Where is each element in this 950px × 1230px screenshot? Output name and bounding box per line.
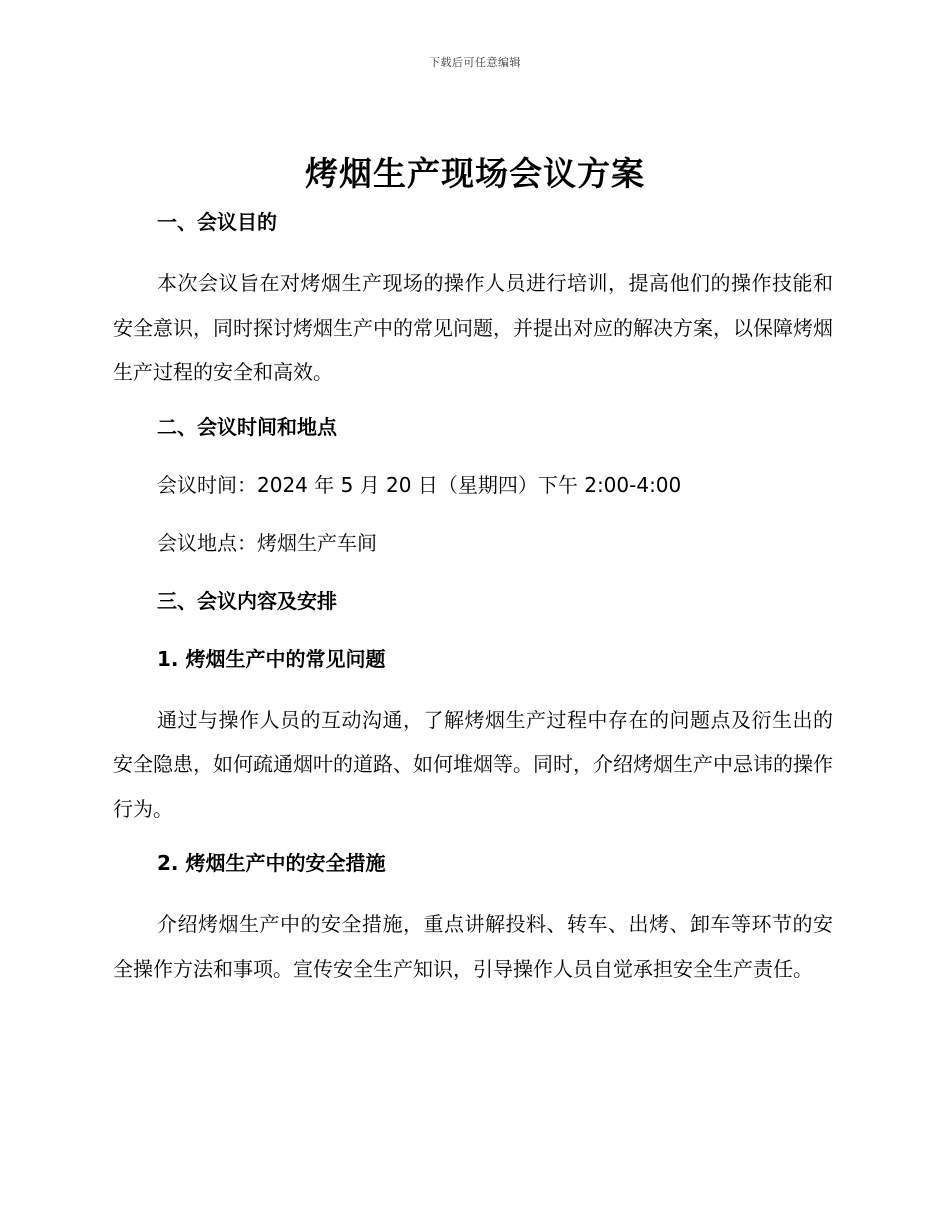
meeting-place-line: 会议地点：烤烟生产车间 bbox=[157, 530, 377, 555]
common-problems-paragraph: 通过与操作人员的互动沟通，了解烤烟生产过程中存在的问题点及衍生出的安全隐患，如何疏通烟叶的道路、如何堆烟等。同时，介绍烤烟生产中忌讳的操作行为。 bbox=[113, 707, 833, 821]
section-heading-purpose: 一、会议目的 bbox=[157, 210, 277, 234]
meeting-time-line: 会议时间：2024 年 5 月 20 日（星期四）下午 2:00-4:00 bbox=[157, 472, 682, 497]
safety-measures-paragraph: 介绍烤烟生产中的安全措施，重点讲解投料、转车、出烤、卸车等环节的安全操作方法和事项。宣传安全生产知识，引导操作人员自觉承担安全生产责任。 bbox=[113, 912, 833, 981]
purpose-paragraph: 本次会议旨在对烤烟生产现场的操作人员进行培训，提高他们的操作技能和安全意识，同时探讨烤烟生产中的常见问题，并提出对应的解决方案，以保障烤烟生产过程的安全和高效。 bbox=[113, 271, 833, 384]
header-note: 下载后可任意编辑 bbox=[429, 56, 521, 69]
section-heading-time-place: 二、会议时间和地点 bbox=[157, 414, 337, 439]
item-heading-safety-measures: 2. 烤烟生产中的安全措施 bbox=[157, 851, 386, 875]
section-heading-content: 三、会议内容及安排 bbox=[157, 588, 337, 613]
item-heading-common-problems: 1. 烤烟生产中的常见问题 bbox=[157, 646, 386, 671]
document-body bbox=[113, 203, 833, 1004]
document-title: 烤烟生产现场会议方案 bbox=[305, 154, 645, 193]
